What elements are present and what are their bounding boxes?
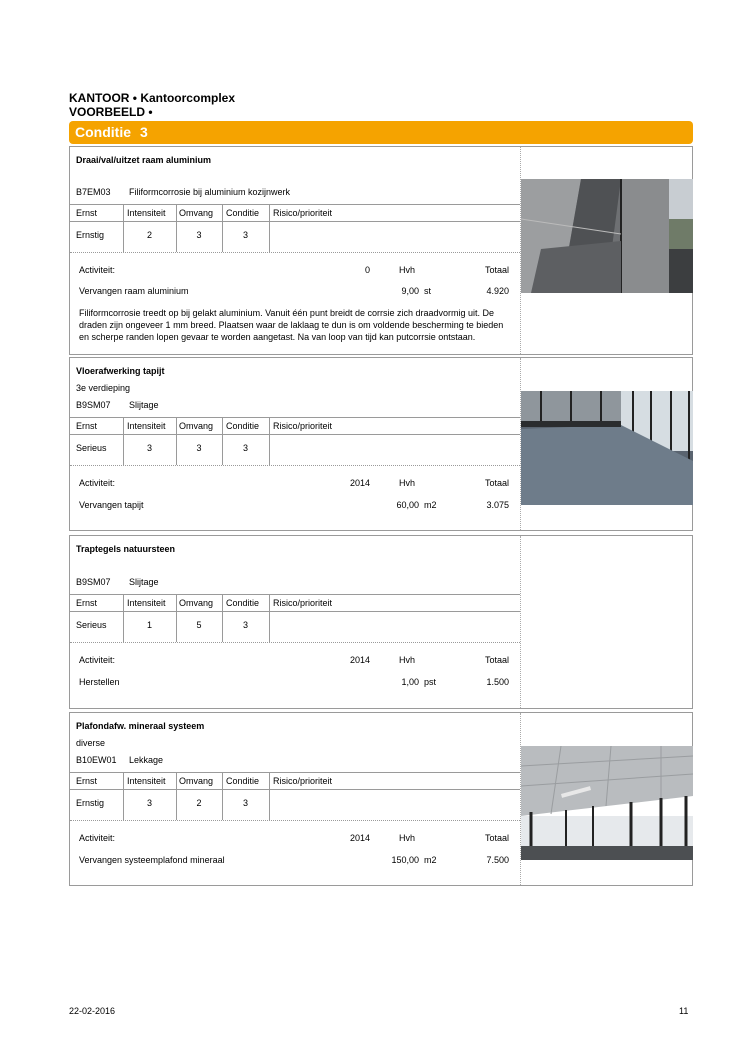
divider — [70, 221, 520, 222]
divider — [176, 417, 177, 465]
divider — [70, 204, 520, 205]
activity-total: 1.500 — [486, 677, 509, 687]
divider — [70, 642, 520, 643]
condition-value: 3 — [140, 124, 148, 140]
intensiteit-value: 3 — [146, 798, 152, 808]
inspection-card — [69, 146, 693, 355]
intensiteit-value: 1 — [146, 620, 152, 630]
inspection-card — [69, 535, 693, 709]
activity-unit: st — [424, 286, 432, 296]
column-divider — [520, 536, 521, 708]
inspection-card — [69, 357, 693, 531]
ceiling-photo — [521, 746, 693, 860]
activity-year: 2014 — [349, 833, 370, 843]
hvh-label: Hvh — [399, 478, 416, 488]
report-subtitle: VOORBEELD • — [69, 105, 153, 119]
col-header-omvang: Omvang — [179, 776, 214, 786]
activity-total: 3.075 — [486, 500, 509, 510]
defect-code: B9SM07 — [76, 400, 111, 410]
col-header-intensiteit: Intensiteit — [127, 421, 166, 431]
divider — [222, 204, 223, 252]
activity-quantity: 60,00 — [396, 500, 419, 510]
col-header-ernst: Ernst — [76, 776, 98, 786]
activity-total: 7.500 — [486, 855, 509, 865]
activity-name: Vervangen raam aluminium — [79, 286, 189, 296]
intensiteit-value: 3 — [146, 443, 152, 453]
activity-quantity: 1,00 — [401, 677, 419, 687]
location: 3e verdieping — [76, 383, 131, 393]
divider — [70, 789, 520, 790]
divider — [70, 417, 520, 418]
col-header-risico: Risico/prioriteit — [273, 208, 333, 218]
condition-label: Conditie — [75, 124, 131, 140]
card-title: Plafondafw. mineraal systeem — [76, 721, 205, 731]
hvh-label: Hvh — [399, 655, 416, 665]
divider — [269, 772, 270, 820]
ernst-value: Serieus — [76, 620, 107, 630]
defect-name: Slijtage — [129, 577, 159, 587]
divider — [70, 820, 520, 821]
divider — [222, 417, 223, 465]
divider — [269, 594, 270, 642]
defect-name: Lekkage — [129, 755, 164, 765]
conditie-value: 3 — [242, 798, 248, 808]
conditie-value: 3 — [242, 620, 248, 630]
col-header-risico: Risico/prioriteit — [273, 598, 333, 608]
activity-name: Vervangen tapijt — [79, 500, 144, 510]
divider — [222, 594, 223, 642]
omvang-value: 3 — [196, 230, 202, 240]
divider — [70, 252, 520, 253]
ernst-value: Ernstig — [76, 230, 105, 240]
omvang-value: 3 — [196, 443, 202, 453]
activity-label: Activiteit: — [79, 655, 116, 665]
col-header-intensiteit: Intensiteit — [127, 776, 166, 786]
col-header-conditie: Conditie — [226, 776, 260, 786]
conditie-value: 3 — [242, 443, 248, 453]
activity-unit: pst — [424, 677, 437, 687]
location: diverse — [76, 738, 106, 748]
divider — [269, 204, 270, 252]
carpet-floor-photo — [521, 391, 693, 505]
col-header-omvang: Omvang — [179, 598, 214, 608]
total-label: Totaal — [484, 478, 509, 488]
activity-unit: m2 — [424, 500, 437, 510]
footer-date: 22-02-2016 — [69, 1006, 116, 1016]
total-label: Totaal — [484, 833, 509, 843]
defect-name: Slijtage — [129, 400, 159, 410]
total-label: Totaal — [484, 265, 509, 275]
defect-code: B7EM03 — [76, 187, 111, 197]
report-title: KANTOOR • Kantoorcomplex — [69, 91, 235, 105]
hvh-label: Hvh — [399, 265, 416, 275]
col-header-omvang: Omvang — [179, 421, 214, 431]
activity-total: 4.920 — [486, 286, 509, 296]
col-header-conditie: Conditie — [226, 208, 260, 218]
divider — [176, 204, 177, 252]
col-header-intensiteit: Intensiteit — [127, 598, 166, 608]
activity-label: Activiteit: — [79, 833, 116, 843]
col-header-ernst: Ernst — [76, 598, 98, 608]
activity-year: 0 — [364, 265, 370, 275]
col-header-risico: Risico/prioriteit — [273, 776, 333, 786]
activity-name: Herstellen — [79, 677, 120, 687]
divider — [222, 772, 223, 820]
col-header-risico: Risico/prioriteit — [273, 421, 333, 431]
divider — [70, 465, 520, 466]
ernst-value: Ernstig — [76, 798, 105, 808]
activity-quantity: 150,00 — [391, 855, 419, 865]
card-title: Traptegels natuursteen — [76, 544, 176, 554]
omvang-value: 5 — [196, 620, 202, 630]
divider — [70, 772, 520, 773]
divider — [176, 594, 177, 642]
col-header-conditie: Conditie — [226, 598, 260, 608]
defect-description: Filiformcorrosie treedt op bij gelakt aluminium. Vanuit één punt breidt de corrsie zich draadvormig uit. De draden zijn ongeveer 1 mm breed. Plaatsen waar de laklaag te dun is om voldende bescherming te bieden en scherpe randen lopen gevaar te worden aangetast. Na van loop van tijd kan putcorrsie ontstaan. — [79, 308, 504, 342]
divider — [123, 417, 124, 465]
divider — [70, 611, 520, 612]
ernst-value: Serieus — [76, 443, 107, 453]
card-title: Draai/val/uitzet raam aluminium — [76, 155, 212, 165]
activity-label: Activiteit: — [79, 478, 116, 488]
card-title: Vloerafwerking tapijt — [76, 366, 165, 376]
divider — [70, 594, 520, 595]
omvang-value: 2 — [196, 798, 202, 808]
divider — [70, 434, 520, 435]
activity-quantity: 9,00 — [401, 286, 419, 296]
activity-label: Activiteit: — [79, 265, 116, 275]
activity-unit: m2 — [424, 855, 437, 865]
col-header-conditie: Conditie — [226, 421, 260, 431]
divider — [123, 594, 124, 642]
total-label: Totaal — [484, 655, 509, 665]
divider — [176, 772, 177, 820]
col-header-omvang: Omvang — [179, 208, 214, 218]
col-header-ernst: Ernst — [76, 421, 98, 431]
defect-name: Filiformcorrosie bij aluminium kozijnwerk — [129, 187, 291, 197]
defect-code: B9SM07 — [76, 577, 111, 587]
divider — [123, 772, 124, 820]
condition-banner — [69, 121, 693, 144]
activity-year: 2014 — [349, 655, 370, 665]
activity-name: Vervangen systeemplafond mineraal — [79, 855, 225, 865]
divider — [123, 204, 124, 252]
page-number: 11 — [679, 1006, 689, 1016]
defect-code: B10EW01 — [76, 755, 117, 765]
hvh-label: Hvh — [399, 833, 416, 843]
col-header-intensiteit: Intensiteit — [127, 208, 166, 218]
conditie-value: 3 — [242, 230, 248, 240]
col-header-ernst: Ernst — [76, 208, 98, 218]
activity-year: 2014 — [349, 478, 370, 488]
window-frame-photo — [521, 179, 693, 293]
inspection-card — [69, 712, 693, 886]
intensiteit-value: 2 — [146, 230, 152, 240]
divider — [269, 417, 270, 465]
